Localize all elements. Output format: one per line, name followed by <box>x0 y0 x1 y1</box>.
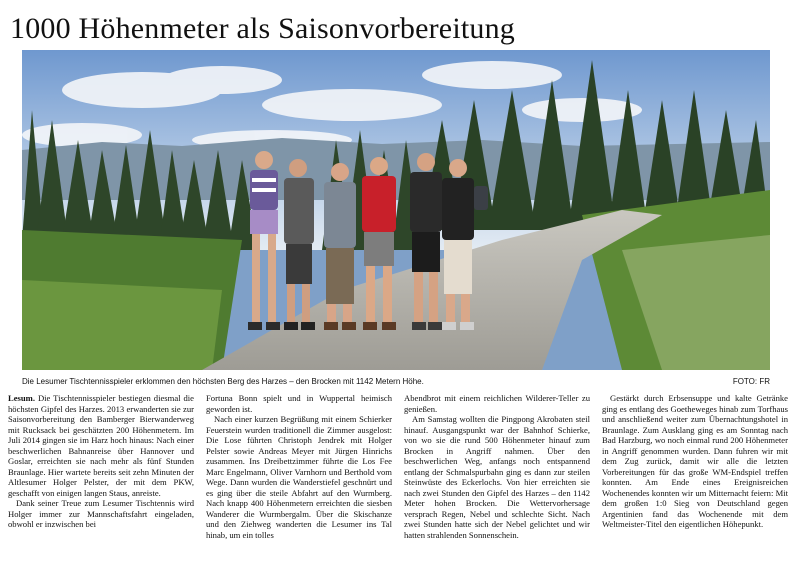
photo-credit: FOTO: FR <box>732 377 770 386</box>
paragraph: Abendbrot mit einem reichlichen Wilderer-Teller zu genießen. <box>404 393 590 414</box>
article-column-1 <box>8 393 194 559</box>
paragraph <box>8 393 194 498</box>
paragraph: Nach einer kurzen Begrüßung mit einem Schierker Feuerstein wurden traditionell die Zimmer ausgelost: Die Lose führten Christoph Jendrek mit Holger Pelster sowie Andreas Meyer mit Jürgen Hinrichs zusammen. Ins Dreibettzimmer führte die Los Fee Marc Engelmann, Oliver Varnhorn und Berthold vom Wege. Dann wurden die Wanderstiefel geschnürt und es ging über die steile Abfahrt auf den Wurmberg. Nach knapp 400 Höhenmetern erreichten die siesben Wanderer die Wurmbergalm. Über die Skischanze und den Ziehweg wanderten die Lesumer ins Tal hinab, um ein tolles <box>206 414 392 540</box>
group-photo <box>22 50 770 370</box>
paragraph: Am Samstag wollten die Pingpong Akrobaten steil hinauf. Ausgangspunkt war der Bahnhof Schierke, von wo sie die rund 500 Höhenmeter hinauf zum Brocken in Angriff nahmen. Über den beschwerlichen Weg, anfangs noch entspannend entlang der Schmalspurbahn ging es dann zur steilen Steinwüste des Eckerlochs. Von hier erreichten sie nach zwei Stunden den Gipfel des Harzes – den 1142 Meter hohen Brocken. Die Wettervorhersage versprach Regen, Nebel und schlechte Sicht. Nach zwei Stunden hatte sich der Nebel gelichtet und wir hatten strahlenden Sonnenschein. <box>404 414 590 540</box>
paragraph-text: Die Tischtennisspieler bestiegen diesmal die höchsten Gipfel des Harzes. 2013 erwanderten sie zur Saisonvorbereitung den Bamberger Bierwanderweg mit Rucksack bei geschätzten 200 Höhenmetern. Im Juli 2014 gingen sie im Harz hoch hinaus: Nach einer beschwerlichen Bahnanreise über Hannover und Goslar, erreichten sie nach mehr als fünf Stunden Braunlage. Hier wartete bereits seit zehn Minuten der Altlesumer Holger Pelster, der mit dem PKW, geschafft von einigen langen Staus, anreiste. <box>8 393 194 498</box>
hiking-group-image <box>22 50 770 370</box>
paragraph: Dank seiner Treue zum Lesumer Tischtennis wird Holger immer zur Mannschaftsfahrt eingeladen, obwohl er inzwischen bei <box>8 498 194 529</box>
paragraph: Fortuna Bonn spielt und in Wuppertal heimisch geworden ist. <box>206 393 392 414</box>
photo-caption: Die Lesumer Tischtennisspieler erklommen den höchsten Berg des Harzes – den Brocken mit 1142 Metern Höhe. <box>22 377 424 386</box>
dateline: Lesum. <box>8 393 35 403</box>
article-body <box>8 393 788 559</box>
photo-caption-row <box>22 375 770 389</box>
article-headline: 1000 Höhenmeter als Saisonvorbereitung <box>10 12 515 45</box>
article-column-2 <box>206 393 392 559</box>
article-column-4 <box>602 393 788 559</box>
paragraph: Gestärkt durch Erbsensuppe und kalte Getränke ging es entlang des Goetheweges hinab zum Torfhaus und anschließend weiter zum Übernachtungshotel in Braunlage. Zum Ausklang ging es am Sonntag nach Bad Harzburg, wo noch einmal rund 200 Höhenmeter in Angriff genommen wurden. Dann fuhren wir mit dem Zug zurück, damit wir alle die letzten Vorbereitungen für das große WM-Endspiel treffen konnten. Am Ende eines Ereignisreichen Wochenendes konnten wir um Mitternacht feiern: Mit dem großen 1:0 Sieg von Deutschland gegen Argentinien fand das Wochenende mit dem Weltmeister-Titel den eigentlichen Höhepunkt. <box>602 393 788 529</box>
article-column-3 <box>404 393 590 559</box>
